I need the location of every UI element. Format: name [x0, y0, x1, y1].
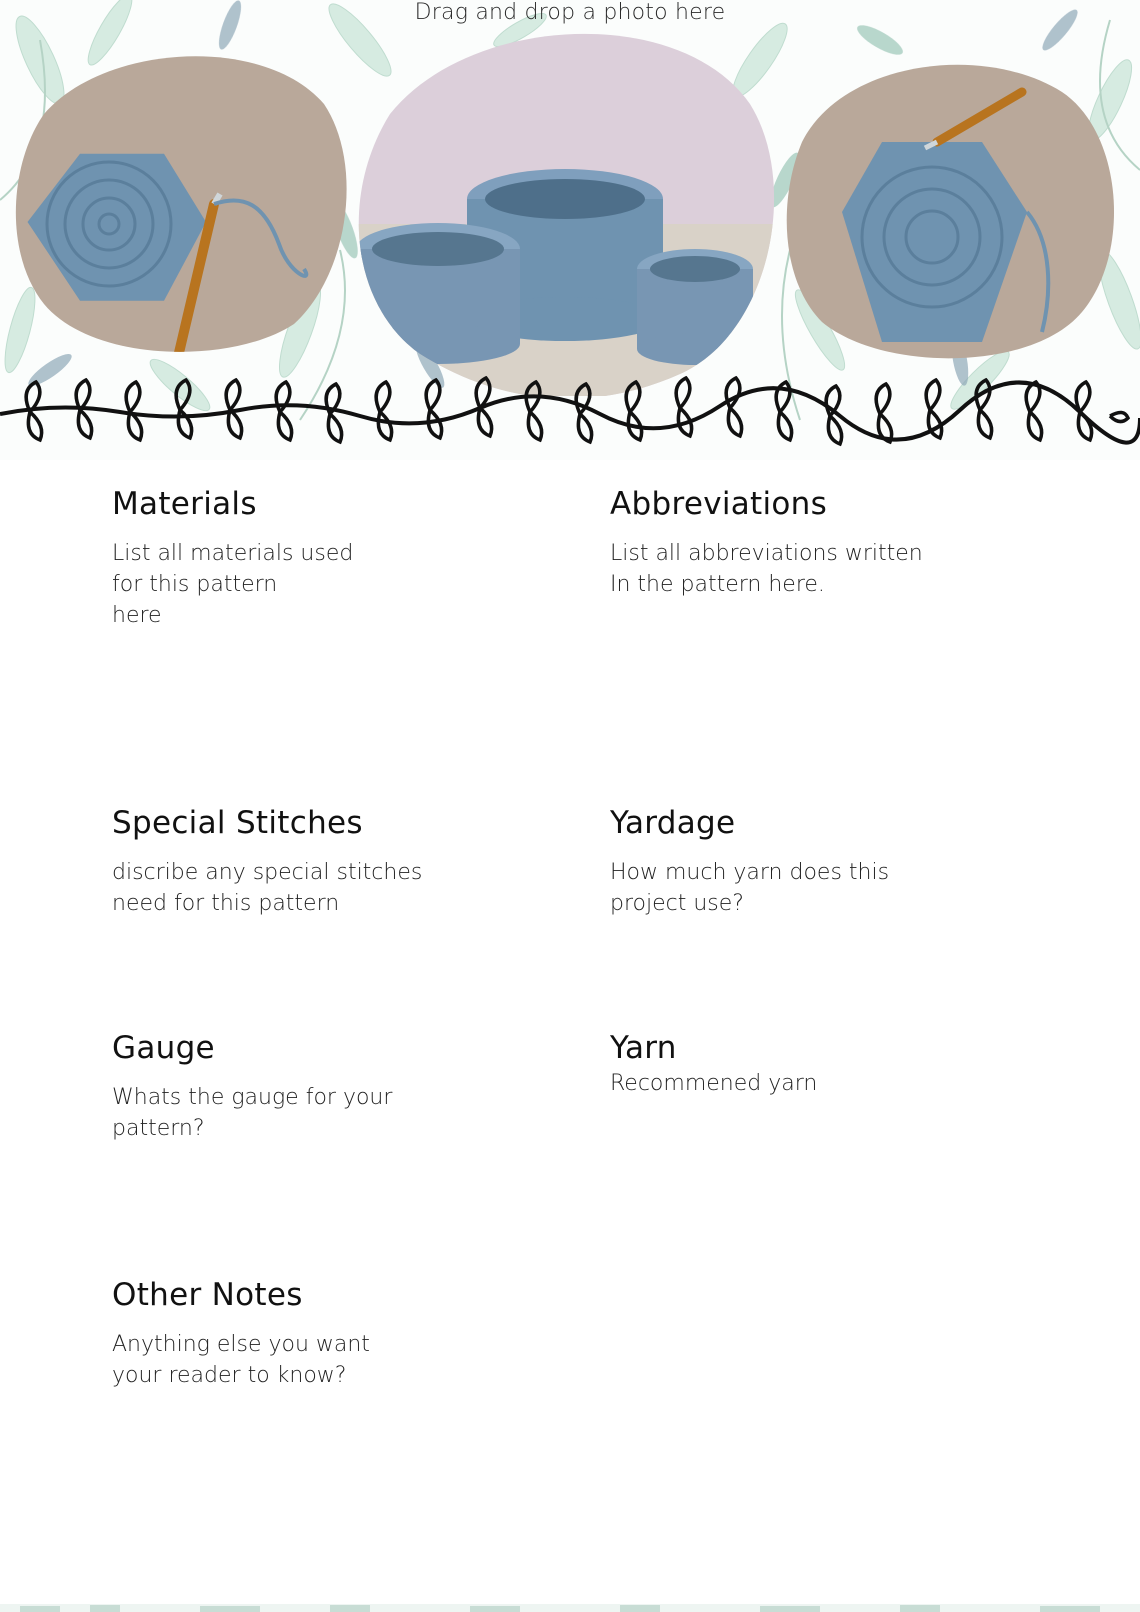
- other-notes-heading: Other Notes: [112, 1277, 303, 1313]
- vine-divider: [0, 372, 1140, 460]
- yarn-heading: Yarn: [610, 1030, 677, 1066]
- gauge-text[interactable]: Whats the gauge for your pattern?: [112, 1085, 393, 1141]
- special-stitches-heading: Special Stitches: [112, 805, 363, 841]
- gauge-heading: Gauge: [112, 1030, 215, 1066]
- abbreviations-heading: Abbreviations: [610, 486, 828, 522]
- yardage-text[interactable]: How much yarn does this project use?: [610, 860, 890, 916]
- footer-leaf-strip: [0, 1604, 1140, 1612]
- header-banner: [0, 0, 1140, 460]
- other-notes-text[interactable]: Anything else you want your reader to know?: [112, 1332, 370, 1388]
- materials-heading: Materials: [112, 486, 257, 522]
- yardage-heading: Yardage: [610, 805, 736, 841]
- photo-left-crochet-hexagon[interactable]: [14, 44, 354, 360]
- photo-center-crochet-baskets[interactable]: [350, 24, 780, 396]
- special-stitches-text[interactable]: discribe any special stitches need for this pattern: [112, 860, 423, 916]
- materials-text[interactable]: List all materials used for this pattern here: [112, 541, 354, 628]
- photo-right-crochet-hexagon[interactable]: [782, 52, 1122, 364]
- yarn-text[interactable]: Recommened yarn: [610, 1071, 818, 1096]
- abbreviations-text[interactable]: List all abbreviations written In the pattern here.: [610, 541, 923, 597]
- photo-placeholder-label[interactable]: Drag and drop a photo here: [414, 0, 726, 25]
